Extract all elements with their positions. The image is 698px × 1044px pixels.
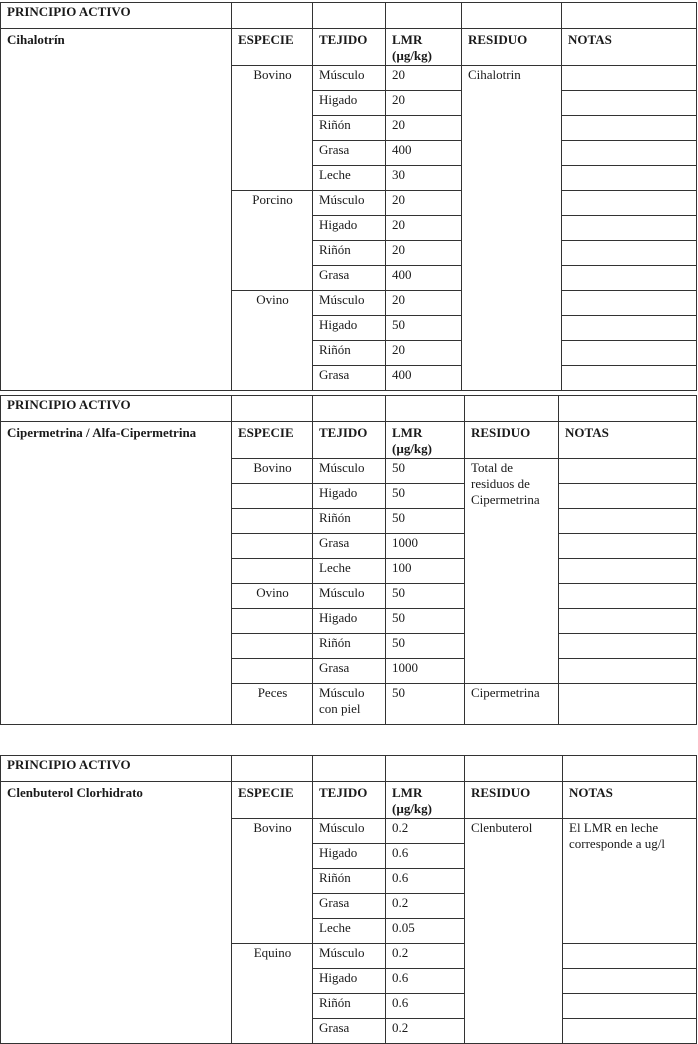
lmr-value: 0.6	[386, 994, 465, 1019]
tissue: Leche	[313, 166, 386, 191]
tissue: Riñón	[313, 994, 386, 1019]
lmr-value: 50	[386, 609, 465, 634]
lmr-value: 100	[386, 559, 465, 584]
species-name: Peces	[232, 684, 313, 725]
lmr-value: 50	[386, 316, 462, 341]
tissue: Músculo	[313, 66, 386, 91]
species-name: Bovino	[232, 459, 313, 484]
tissue: Músculo	[313, 191, 386, 216]
tissue: Riñón	[313, 116, 386, 141]
lmr-value: 0.6	[386, 844, 465, 869]
col-residuo: RESIDUO	[462, 29, 562, 66]
tissue: Riñón	[313, 869, 386, 894]
col-especie: ESPECIE	[232, 422, 313, 459]
principio-activo-label: PRINCIPIO ACTIVO	[1, 396, 232, 422]
col-especie: ESPECIE	[232, 782, 313, 819]
tissue: Grasa	[313, 534, 386, 559]
tissue: Grasa	[313, 1019, 386, 1044]
tissue: Higado	[313, 316, 386, 341]
lmr-table-cihalotrin	[0, 2, 697, 391]
col-tejido: TEJIDO	[313, 782, 386, 819]
col-notas: NOTAS	[563, 782, 697, 819]
lmr-value: 400	[386, 366, 462, 391]
tissue: Leche	[313, 559, 386, 584]
col-residuo: RESIDUO	[465, 782, 563, 819]
residue: Total de residuos de Cipermetrina	[465, 459, 559, 684]
col-tejido: TEJIDO	[313, 422, 386, 459]
active-ingredient-name: Cihalotrín	[1, 29, 232, 391]
lmr-value: 0.6	[386, 969, 465, 994]
lmr-value: 20	[386, 291, 462, 316]
col-tejido: TEJIDO	[313, 29, 386, 66]
lmr-value: 0.2	[386, 819, 465, 844]
lmr-value: 30	[386, 166, 462, 191]
lmr-table-clenbuterol	[0, 755, 697, 1044]
lmr-value: 20	[386, 241, 462, 266]
tissue: Grasa	[313, 894, 386, 919]
tissue: Grasa	[313, 366, 386, 391]
lmr-value: 20	[386, 116, 462, 141]
species-name: Bovino	[232, 66, 313, 191]
lmr-value: 400	[386, 141, 462, 166]
lmr-value: 1000	[386, 659, 465, 684]
tissue: Higado	[313, 609, 386, 634]
residue: Cihalotrin	[462, 66, 562, 391]
species-name: Equino	[232, 944, 313, 1044]
col-lmr: LMR (µg/kg)	[386, 782, 465, 819]
lmr-value: 50	[386, 634, 465, 659]
lmr-table-cipermetrina	[0, 395, 697, 725]
tissue: Músculo	[313, 291, 386, 316]
lmr-value: 50	[386, 509, 465, 534]
lmr-value: 20	[386, 191, 462, 216]
col-lmr: LMR (µg/kg)	[386, 29, 462, 66]
col-residuo: RESIDUO	[465, 422, 559, 459]
tissue: Músculo	[313, 584, 386, 609]
lmr-value: 1000	[386, 534, 465, 559]
lmr-value: 50	[386, 459, 465, 484]
tissue: Leche	[313, 919, 386, 944]
tissue: Grasa	[313, 266, 386, 291]
principio-activo-label: PRINCIPIO ACTIVO	[1, 3, 232, 29]
tissue: Higado	[313, 969, 386, 994]
lmr-value: 0.05	[386, 919, 465, 944]
col-lmr: LMR (µg/kg)	[386, 422, 465, 459]
lmr-value: 50	[386, 584, 465, 609]
lmr-value: 20	[386, 91, 462, 116]
lmr-value: 50	[386, 684, 465, 725]
tissue: Músculo	[313, 944, 386, 969]
tissue: Higado	[313, 216, 386, 241]
tissue: Higado	[313, 91, 386, 116]
species-name: Ovino	[232, 291, 313, 391]
lmr-value: 20	[386, 216, 462, 241]
tissue: Riñón	[313, 509, 386, 534]
residue: Clenbuterol	[465, 819, 563, 1044]
lmr-value: 400	[386, 266, 462, 291]
tissue: Músculo	[313, 459, 386, 484]
tissue: Riñón	[313, 634, 386, 659]
lmr-value: 20	[386, 66, 462, 91]
lmr-value: 0.2	[386, 1019, 465, 1044]
lmr-value: 0.2	[386, 894, 465, 919]
tissue: Higado	[313, 484, 386, 509]
tissue: Riñón	[313, 241, 386, 266]
species-name: Bovino	[232, 819, 313, 944]
note: El LMR en leche corresponde a ug/l	[563, 819, 697, 944]
tissue: Grasa	[313, 141, 386, 166]
lmr-value: 0.2	[386, 944, 465, 969]
col-especie: ESPECIE	[232, 29, 313, 66]
species-name: Ovino	[232, 584, 313, 609]
residue-peces: Cipermetrina	[465, 684, 559, 725]
lmr-value: 0.6	[386, 869, 465, 894]
lmr-value: 50	[386, 484, 465, 509]
col-notas: NOTAS	[559, 422, 697, 459]
col-notas: NOTAS	[562, 29, 697, 66]
tissue: Músculo con piel	[313, 684, 386, 725]
active-ingredient-name: Cipermetrina / Alfa-Cipermetrina	[1, 422, 232, 725]
tissue: Higado	[313, 844, 386, 869]
active-ingredient-name: Clenbuterol Clorhidrato	[1, 782, 232, 1044]
tissue: Riñón	[313, 341, 386, 366]
species-name: Porcino	[232, 191, 313, 291]
note-cell	[562, 66, 697, 91]
lmr-value: 20	[386, 341, 462, 366]
tissue: Grasa	[313, 659, 386, 684]
principio-activo-label: PRINCIPIO ACTIVO	[1, 756, 232, 782]
tissue: Músculo	[313, 819, 386, 844]
